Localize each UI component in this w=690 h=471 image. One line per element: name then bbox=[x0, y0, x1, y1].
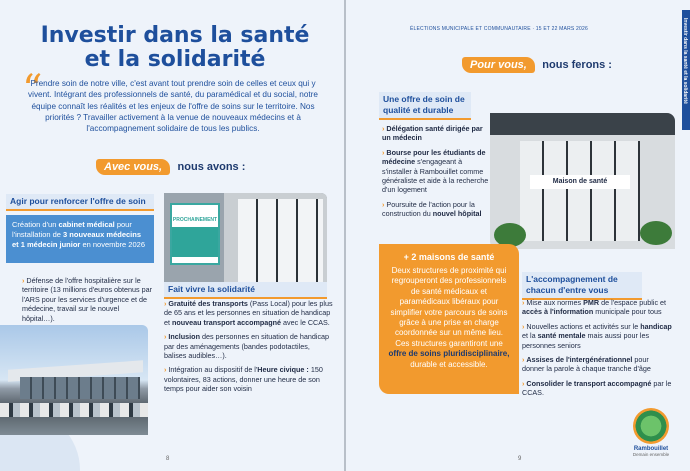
page-number: 8 bbox=[166, 456, 170, 462]
list-item: › Délégation santé dirigée par un médecin bbox=[382, 124, 483, 143]
accompagnement-section-header: L'accompagnement de chacun d'entre vous bbox=[522, 272, 642, 300]
chevron-right-icon: › bbox=[22, 276, 25, 285]
chevron-right-icon: › bbox=[164, 365, 167, 375]
poster: PROCHAINEMENT bbox=[170, 203, 220, 265]
election-header: ÉLECTIONS MUNICIPALE ET COMMUNAUTAIRE · 15 ET 22 MARS 2026 bbox=[410, 26, 588, 32]
list-item: › Consolider le transport accompagné par le CCAS. bbox=[522, 378, 672, 398]
chevron-right-icon: › bbox=[382, 147, 385, 157]
list-item: › Bourse pour les étudiants de médecine s'engageant à s'installer à Rambouillet comme généraliste et aide à la recherche d'un logement bbox=[382, 147, 489, 195]
offre-list bbox=[382, 124, 492, 224]
chevron-right-icon: › bbox=[522, 321, 525, 331]
hospital-photo bbox=[0, 325, 148, 435]
quote-icon: “ bbox=[22, 67, 43, 113]
nous-avons-label: nous avons : bbox=[177, 161, 246, 173]
maison-sante-photo bbox=[490, 113, 675, 249]
list-item: › Nouvelles actions et activités sur le handicap et la santé mentale mais aussi pour les personnes seniors bbox=[522, 321, 672, 350]
maisons-sante-box: + 2 maisons de santé Deux structures de proximité qui regrouperont des professionnels de santé médicaux et paramédicaux libéraux pour simplifier votre parcours de soins grâce à une prise en charge coordonnée sur un même lieu. Ces structures garantiront une offre de soins pluridisciplinaire, durable et accessible. bbox=[379, 244, 519, 394]
defense-hopital-item: › Défense de l'offre hospitalière sur le territoire (13 millions d'euros obtenus par l'ARS pour les services d'urgence et de médecine, travail sur le nouvel hôpital…). bbox=[22, 276, 153, 323]
list-item: › Inclusion des personnes en situation de handicap par des aménagements (bandes podotactiles, balises audibles…). bbox=[164, 332, 330, 361]
chevron-right-icon: › bbox=[164, 299, 167, 308]
solidarite-section-header: Fait vivre la solidarité bbox=[164, 282, 327, 299]
list-item: › Intégration au dispositif de l'Heure civique : 150 volontaires, 83 actions, donner une heure de son temps pour aider son voisin bbox=[164, 365, 323, 394]
chevron-right-icon: › bbox=[382, 199, 385, 209]
rambouillet-logo: Rambouillet Demain ensemble bbox=[618, 408, 684, 468]
solidarite-list bbox=[164, 299, 334, 399]
page-number: 9 bbox=[518, 456, 522, 462]
accompagnement-list bbox=[522, 298, 672, 403]
list-item: › Assises de l'intergénérationnel pour donner la parole à chaque tranche d'âge bbox=[522, 355, 651, 374]
chevron-right-icon: › bbox=[522, 378, 525, 388]
chevron-right-icon: › bbox=[164, 332, 167, 342]
maison-sante-sign: Maison de santé bbox=[530, 175, 630, 189]
list-item: › Poursuite de l'action pour la construction du nouvel hôpital bbox=[382, 199, 482, 219]
nous-ferons-label: nous ferons : bbox=[542, 59, 612, 71]
chevron-right-icon: › bbox=[522, 298, 525, 307]
pour-vous-heading bbox=[462, 55, 612, 73]
offre-section-header: Une offre de soin de qualité et durable bbox=[379, 92, 471, 120]
right-page bbox=[346, 0, 690, 471]
page-title: Investir dans la santé et la solidarité bbox=[40, 23, 310, 72]
side-tab: Investir dans la santé et la solidarité bbox=[682, 10, 690, 130]
tree-logo-icon bbox=[633, 408, 669, 444]
list-item: › Gratuité des transports (Pass Local) pour les plus de 65 ans et les personnes en situation de handicap et nouveau transport accompagné avec le CCAS. bbox=[164, 299, 333, 327]
chevron-right-icon: › bbox=[382, 124, 385, 133]
agir-section-header: Agir pour renforcer l'offre de soin bbox=[6, 194, 154, 211]
left-page bbox=[0, 0, 344, 471]
pour-vous-badge: Pour vous, bbox=[462, 57, 535, 73]
cabinet-medical-box: Création d'un cabinet médical pour l'installation de 3 nouveaux médecins et 1 médecin junior en novembre 2026 bbox=[6, 215, 154, 263]
list-item: › Mise aux normes PMR de l'espace public et accès à l'information municipale pour tous bbox=[522, 298, 667, 317]
avec-vous-heading bbox=[96, 157, 245, 175]
chevron-right-icon: › bbox=[522, 355, 525, 365]
orange-box-heading: + 2 maisons de santé bbox=[403, 252, 495, 262]
cabinet-photo bbox=[164, 193, 327, 291]
intro-paragraph: Prendre soin de notre ville, c'est avant tout prendre soin de celles et ceux qui y vivent. Intégrant des professionnels de santé, du paramédical et du social, notre équipe connaît les réalités et les enjeux de l'offre de soins sur le territoire. Nos priorités ? Travailler activement à la venue de nouveaux médecins et à l'accompagnement solidaire de tous les publics. bbox=[28, 79, 318, 134]
avec-vous-badge: Avec vous, bbox=[96, 159, 170, 175]
